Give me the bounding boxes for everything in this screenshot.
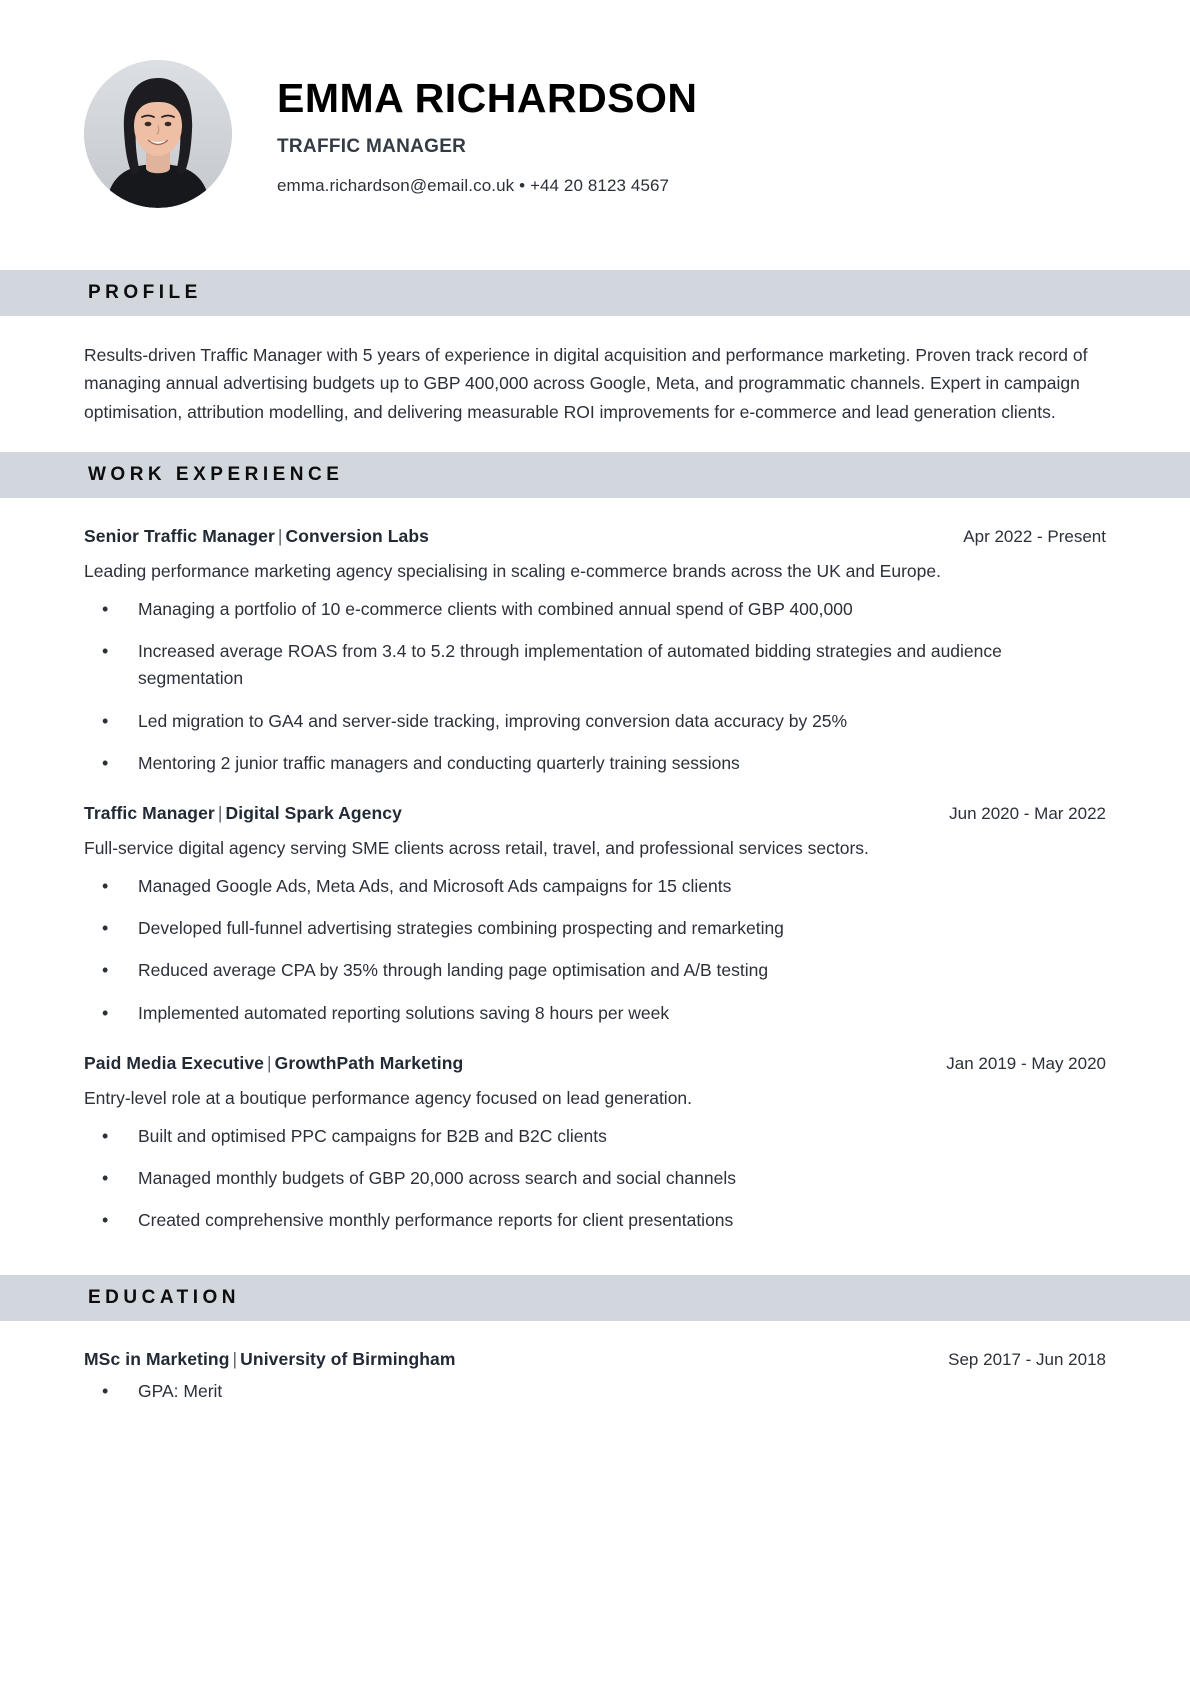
experience-role: Traffic Manager [84,803,215,824]
job-title: TRAFFIC MANAGER [277,136,467,158]
experience-title [84,526,429,547]
education-bullet-list [84,1378,1106,1405]
experience-entry-header [84,1053,1106,1074]
header-text-block [277,72,698,196]
title-separator: | [232,1348,238,1369]
experience-description: Full-service digital agency serving SME clients across retail, travel, and professional services sectors. [84,838,869,859]
section-header-education [0,1275,1190,1321]
work-experience-section [0,498,1190,1274]
education-section [0,1321,1190,1425]
experience-bullet-list [84,873,1106,1027]
experience-company: GrowthPath Marketing [274,1052,464,1073]
list-item: • Created comprehensive monthly performance reports for client presentations [98,1207,1088,1234]
list-item: • Managing a portfolio of 10 e-commerce clients with combined annual spend of GBP 400,000 [98,596,1088,623]
section-label-work-experience: WORK EXPERIENCE [88,464,344,486]
experience-dates: Jun 2020 - Mar 2022 [949,804,1106,824]
section-header-work-experience [0,452,1190,498]
experience-title [84,803,402,824]
experience-entry-header [84,803,1106,824]
section-label-profile: PROFILE [88,282,202,303]
education-entry [84,1321,1106,1405]
title-separator: | [267,1052,272,1073]
list-item: • Implemented automated reporting solutions saving 8 hours per week [98,1000,1088,1027]
experience-entry [84,777,1106,1027]
experience-company: Conversion Labs [285,526,430,547]
experience-title [84,1053,463,1074]
list-item: • Increased average ROAS from 3.4 to 5.2 through implementation of automated bidding strategies and audience segmentation [98,638,1088,693]
section-header-profile [0,270,1190,316]
page-title: EMMA RICHARDSON [277,74,698,121]
experience-dates: Jan 2019 - May 2020 [946,1053,1106,1073]
education-degree: MSc in Marketing [84,1348,230,1369]
contact-line: emma.richardson@email.co.uk • +44 20 8123 4567 [277,176,670,196]
education-title [84,1349,456,1370]
title-separator: | [277,526,283,547]
title-separator: | [217,803,223,824]
education-institution: University of Birmingham [240,1348,456,1369]
experience-entry [84,498,1106,777]
experience-description: Entry-level role at a boutique performance agency focused on lead generation. [84,1087,693,1108]
profile-section [0,316,1190,452]
experience-entry-header [84,526,1106,547]
experience-bullet-list [84,596,1106,777]
experience-entry [84,1027,1106,1235]
portrait-photo-icon [84,60,232,208]
experience-description: Leading performance marketing agency specialising in scaling e-commerce brands across the UK and Europe. [84,561,941,582]
experience-dates: Apr 2022 - Present [963,527,1106,547]
page-bottom-spacer [0,1425,1190,1465]
experience-role: Paid Media Executive [84,1052,264,1073]
section-label-education: EDUCATION [88,1286,241,1308]
resume-header [0,0,1190,270]
profile-summary: Results-driven Traffic Manager with 5 years of experience in digital acquisition and performance marketing. Proven track record of managing annual advertising budgets up to GBP 400,000 across Google, Meta, and programmatic channels. Expert in campaign optimisation, attribution modelling, and delivering measurable ROI improvements for e-commerce and lead generation clients. [84,345,1088,422]
list-item: • Managed monthly budgets of GBP 20,000 across search and social channels [98,1165,1088,1192]
list-item: • Led migration to GA4 and server-side tracking, improving conversion data accuracy by 25% [98,708,1088,735]
list-item: • Mentoring 2 junior traffic managers and conducting quarterly training sessions [98,750,1088,777]
avatar [84,60,232,208]
education-dates: Sep 2017 - Jun 2018 [948,1349,1106,1369]
list-item: • Managed Google Ads, Meta Ads, and Microsoft Ads campaigns for 15 clients [98,873,1088,900]
experience-role: Senior Traffic Manager [84,526,275,547]
experience-bullet-list [84,1123,1106,1235]
list-item: • Built and optimised PPC campaigns for B2B and B2C clients [98,1123,1088,1150]
list-item: • Reduced average CPA by 35% through landing page optimisation and A/B testing [98,957,1088,984]
education-entry-header [84,1349,1106,1370]
experience-company: Digital Spark Agency [225,803,402,824]
list-item: • GPA: Merit [98,1378,1088,1405]
list-item: • Developed full-funnel advertising strategies combining prospecting and remarketing [98,915,1088,942]
